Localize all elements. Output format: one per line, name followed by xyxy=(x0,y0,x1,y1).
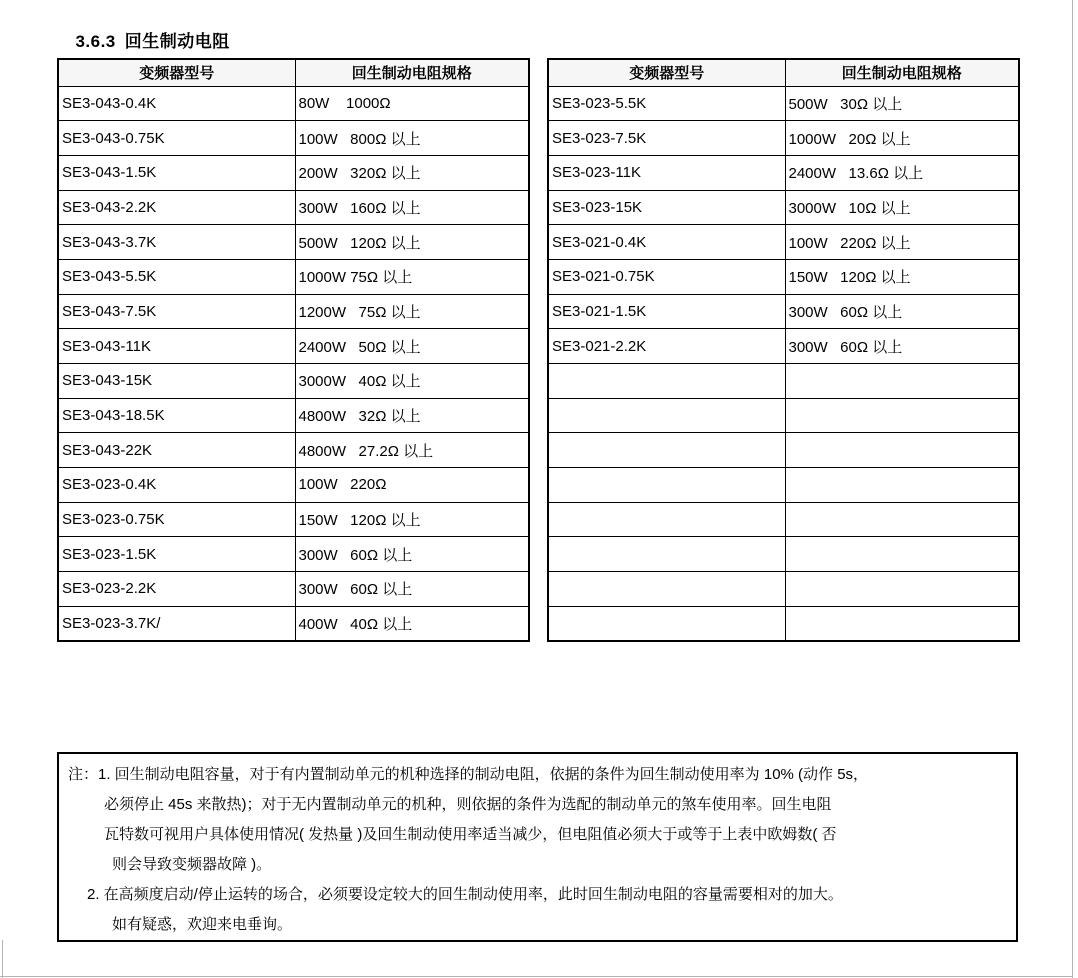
inverter-model-cell: SE3-023-2.2K xyxy=(58,572,295,607)
inverter-model-cell: SE3-023-0.4K xyxy=(58,468,295,503)
column-header-resistor-spec: 回生制动电阻规格 xyxy=(295,59,529,86)
table-header-row xyxy=(58,59,529,86)
inverter-model-cell: SE3-023-0.75K xyxy=(58,502,295,537)
page-edge-bottom xyxy=(0,976,1073,977)
resistor-spec-cell: 300W 60Ω 以上 xyxy=(295,572,529,607)
section-number: 3.6.3 xyxy=(75,32,116,51)
inverter-model-cell: SE3-043-11K xyxy=(58,329,295,364)
inverter-model-cell xyxy=(548,433,785,468)
inverter-model-cell: SE3-043-3.7K xyxy=(58,225,295,260)
table-row xyxy=(58,121,529,156)
table-row xyxy=(58,606,529,641)
inverter-model-cell: SE3-043-0.4K xyxy=(58,86,295,121)
resistor-spec-cell: 300W 60Ω 以上 xyxy=(295,537,529,572)
table-row-empty xyxy=(548,502,1019,537)
resistor-spec-cell xyxy=(785,572,1019,607)
inverter-model-cell: SE3-043-15K xyxy=(58,364,295,399)
table-row-empty xyxy=(548,364,1019,399)
resistor-spec-cell: 150W 120Ω 以上 xyxy=(295,502,529,537)
table-row xyxy=(58,86,529,121)
inverter-model-cell xyxy=(548,364,785,399)
inverter-model-cell: SE3-021-0.4K xyxy=(548,225,785,260)
table-row xyxy=(548,259,1019,294)
resistor-spec-cell: 300W 160Ω 以上 xyxy=(295,190,529,225)
inverter-model-cell: SE3-023-3.7K/ xyxy=(58,606,295,641)
section-title-text: 回生制动电阻 xyxy=(124,32,230,51)
inverter-model-cell: SE3-023-7.5K xyxy=(548,121,785,156)
inverter-model-cell: SE3-043-1.5K xyxy=(58,155,295,190)
table-row-empty xyxy=(548,606,1019,641)
inverter-model-cell: SE3-023-11K xyxy=(548,155,785,190)
resistor-spec-cell: 2400W 13.6Ω 以上 xyxy=(785,155,1019,190)
table-row-empty xyxy=(548,433,1019,468)
resistor-spec-cell: 100W 220Ω 以上 xyxy=(785,225,1019,260)
table-row-empty xyxy=(548,572,1019,607)
resistor-spec-cell: 100W 800Ω 以上 xyxy=(295,121,529,156)
table-row xyxy=(58,433,529,468)
note-line: 必须停止 45s 来散热)；对于无内置制动单元的机种，则依据的条件为选配的制动单元的煞车使用率。回生电阻 xyxy=(104,796,832,813)
table-row xyxy=(58,398,529,433)
resistor-spec-cell: 300W 60Ω 以上 xyxy=(785,329,1019,364)
resistor-spec-cell: 80W 1000Ω xyxy=(295,86,529,121)
table-row xyxy=(548,190,1019,225)
note-line: 则会导致变频器故障 )。 xyxy=(112,856,272,873)
table-row xyxy=(58,190,529,225)
resistor-spec-cell xyxy=(785,502,1019,537)
note-line: 注：1. 回生制动电阻容量，对于有内置制动单元的机种选择的制动电阻，依据的条件为回生制动使用率为 10% (动作 5s， xyxy=(68,766,869,783)
resistor-spec-cell: 300W 60Ω 以上 xyxy=(785,294,1019,329)
column-header-inverter-model: 变频器型号 xyxy=(548,59,785,86)
note-line: 2. 在高频度启动/停止运转的场合，必须要设定较大的回生制动使用率，此时回生制动电阻的容量需要相对的加大。 xyxy=(87,886,843,903)
resistor-spec-cell: 400W 40Ω 以上 xyxy=(295,606,529,641)
inverter-model-cell: SE3-043-7.5K xyxy=(58,294,295,329)
table-row xyxy=(58,502,529,537)
page-title xyxy=(65,7,230,52)
braking-resistor-table-right xyxy=(547,58,1020,642)
inverter-model-cell: SE3-023-5.5K xyxy=(548,86,785,121)
resistor-spec-cell: 500W 120Ω 以上 xyxy=(295,225,529,260)
resistor-spec-cell xyxy=(785,537,1019,572)
table-row xyxy=(548,155,1019,190)
table-row-empty xyxy=(548,537,1019,572)
resistor-spec-cell: 3000W 10Ω 以上 xyxy=(785,190,1019,225)
table-row xyxy=(58,537,529,572)
resistor-spec-cell: 1200W 75Ω 以上 xyxy=(295,294,529,329)
table-row-empty xyxy=(548,468,1019,503)
resistor-spec-cell xyxy=(785,433,1019,468)
resistor-spec-cell: 500W 30Ω 以上 xyxy=(785,86,1019,121)
inverter-model-cell: SE3-023-15K xyxy=(548,190,785,225)
table-row xyxy=(548,86,1019,121)
resistor-spec-cell: 100W 220Ω xyxy=(295,468,529,503)
table-row xyxy=(548,294,1019,329)
table-header-row xyxy=(548,59,1019,86)
page-edge-left xyxy=(2,940,3,978)
braking-resistor-table-left xyxy=(57,58,530,642)
column-header-inverter-model: 变频器型号 xyxy=(58,59,295,86)
inverter-model-cell xyxy=(548,606,785,641)
resistor-spec-cell xyxy=(785,468,1019,503)
inverter-model-cell: SE3-043-18.5K xyxy=(58,398,295,433)
table-row xyxy=(548,329,1019,364)
page-edge-right xyxy=(1072,0,1073,978)
resistor-spec-cell: 1000W 75Ω 以上 xyxy=(295,259,529,294)
resistor-spec-cell: 2400W 50Ω 以上 xyxy=(295,329,529,364)
table-row xyxy=(548,121,1019,156)
inverter-model-cell xyxy=(548,468,785,503)
resistor-spec-cell: 200W 320Ω 以上 xyxy=(295,155,529,190)
resistor-spec-cell xyxy=(785,606,1019,641)
column-header-resistor-spec: 回生制动电阻规格 xyxy=(785,59,1019,86)
table-row xyxy=(58,329,529,364)
inverter-model-cell: SE3-043-2.2K xyxy=(58,190,295,225)
inverter-model-cell: SE3-043-5.5K xyxy=(58,259,295,294)
table-row xyxy=(58,468,529,503)
inverter-model-cell: SE3-021-1.5K xyxy=(548,294,785,329)
inverter-model-cell xyxy=(548,398,785,433)
resistor-spec-cell: 1000W 20Ω 以上 xyxy=(785,121,1019,156)
inverter-model-cell: SE3-021-2.2K xyxy=(548,329,785,364)
inverter-model-cell: SE3-043-22K xyxy=(58,433,295,468)
inverter-model-cell xyxy=(548,502,785,537)
resistor-spec-cell: 4800W 27.2Ω 以上 xyxy=(295,433,529,468)
inverter-model-cell: SE3-043-0.75K xyxy=(58,121,295,156)
resistor-spec-cell: 3000W 40Ω 以上 xyxy=(295,364,529,399)
resistor-spec-cell: 4800W 32Ω 以上 xyxy=(295,398,529,433)
table-row xyxy=(58,225,529,260)
note-line: 如有疑惑，欢迎来电垂询。 xyxy=(112,916,293,933)
inverter-model-cell: SE3-021-0.75K xyxy=(548,259,785,294)
resistor-spec-cell: 150W 120Ω 以上 xyxy=(785,259,1019,294)
resistor-spec-cell xyxy=(785,364,1019,399)
table-row-empty xyxy=(548,398,1019,433)
table-row xyxy=(58,364,529,399)
table-row xyxy=(548,225,1019,260)
inverter-model-cell: SE3-023-1.5K xyxy=(58,537,295,572)
table-row xyxy=(58,294,529,329)
note-box xyxy=(57,752,1018,942)
note-line: 瓦特数可视用户具体使用情况( 发热量 )及回生制动使用率适当减少，但电阻值必须大于或等于上表中欧姆数( 否 xyxy=(104,826,837,843)
table-row xyxy=(58,572,529,607)
inverter-model-cell xyxy=(548,537,785,572)
table-row xyxy=(58,259,529,294)
inverter-model-cell xyxy=(548,572,785,607)
resistor-spec-cell xyxy=(785,398,1019,433)
table-row xyxy=(58,155,529,190)
